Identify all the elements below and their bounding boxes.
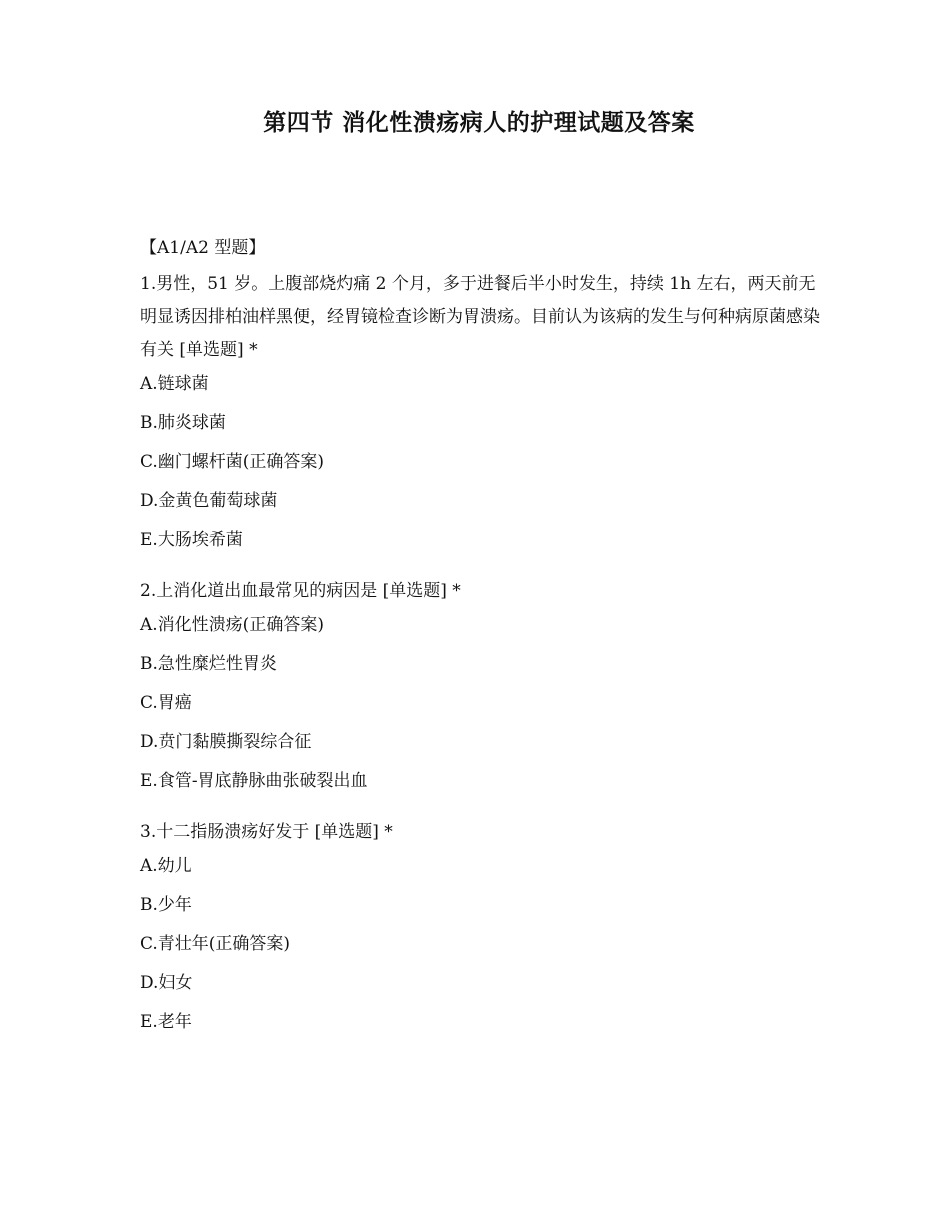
- option-c: C.幽门螺杆菌(正确答案): [140, 452, 325, 472]
- option-e: E.老年: [140, 1012, 192, 1032]
- option-a: A.链球菌: [140, 374, 209, 394]
- option-c: C.青壮年(正确答案): [140, 934, 291, 954]
- question-spacer: [140, 566, 820, 575]
- question-stem: 2.上消化道出血最常见的病因是 [单选题] *: [140, 581, 461, 601]
- option-d: D.金黄色葡萄球菌: [140, 491, 278, 511]
- question-2: [140, 575, 820, 794]
- question-stem: 3.十二指肠溃疡好发于 [单选题] *: [140, 822, 393, 842]
- section-label: 【A1/A2 型题】: [140, 238, 266, 258]
- page-title: 第四节 消化性溃疡病人的护理试题及答案: [263, 110, 695, 136]
- option-b: B.少年: [140, 895, 192, 915]
- option-e: E.食管-胃底静脉曲张破裂出血: [140, 771, 368, 791]
- option-b: B.肺炎球菌: [140, 413, 226, 433]
- document-body: [140, 233, 820, 1048]
- option-c: C.胃癌: [140, 693, 192, 713]
- option-b: B.急性糜烂性胃炎: [140, 654, 277, 674]
- option-d: D.贲门黏膜撕裂综合征: [140, 732, 312, 752]
- option-a: A.消化性溃疡(正确答案): [140, 615, 324, 635]
- option-d: D.妇女: [140, 973, 193, 993]
- question-3: [140, 816, 820, 1035]
- question-1: [140, 268, 820, 553]
- option-e: E.大肠埃希菌: [140, 530, 243, 550]
- option-a: A.幼儿: [140, 856, 192, 876]
- question-stem: 1.男性，51 岁。上腹部烧灼痛 2 个月，多于进餐后半小时发生，持续 1h 左右，两天前无明显诱因排柏油样黑便，经胃镜检查诊断为胃溃疡。目前认为该病的发生与何种病原菌感染有关 [单选题] *: [140, 274, 820, 360]
- question-spacer: [140, 807, 820, 816]
